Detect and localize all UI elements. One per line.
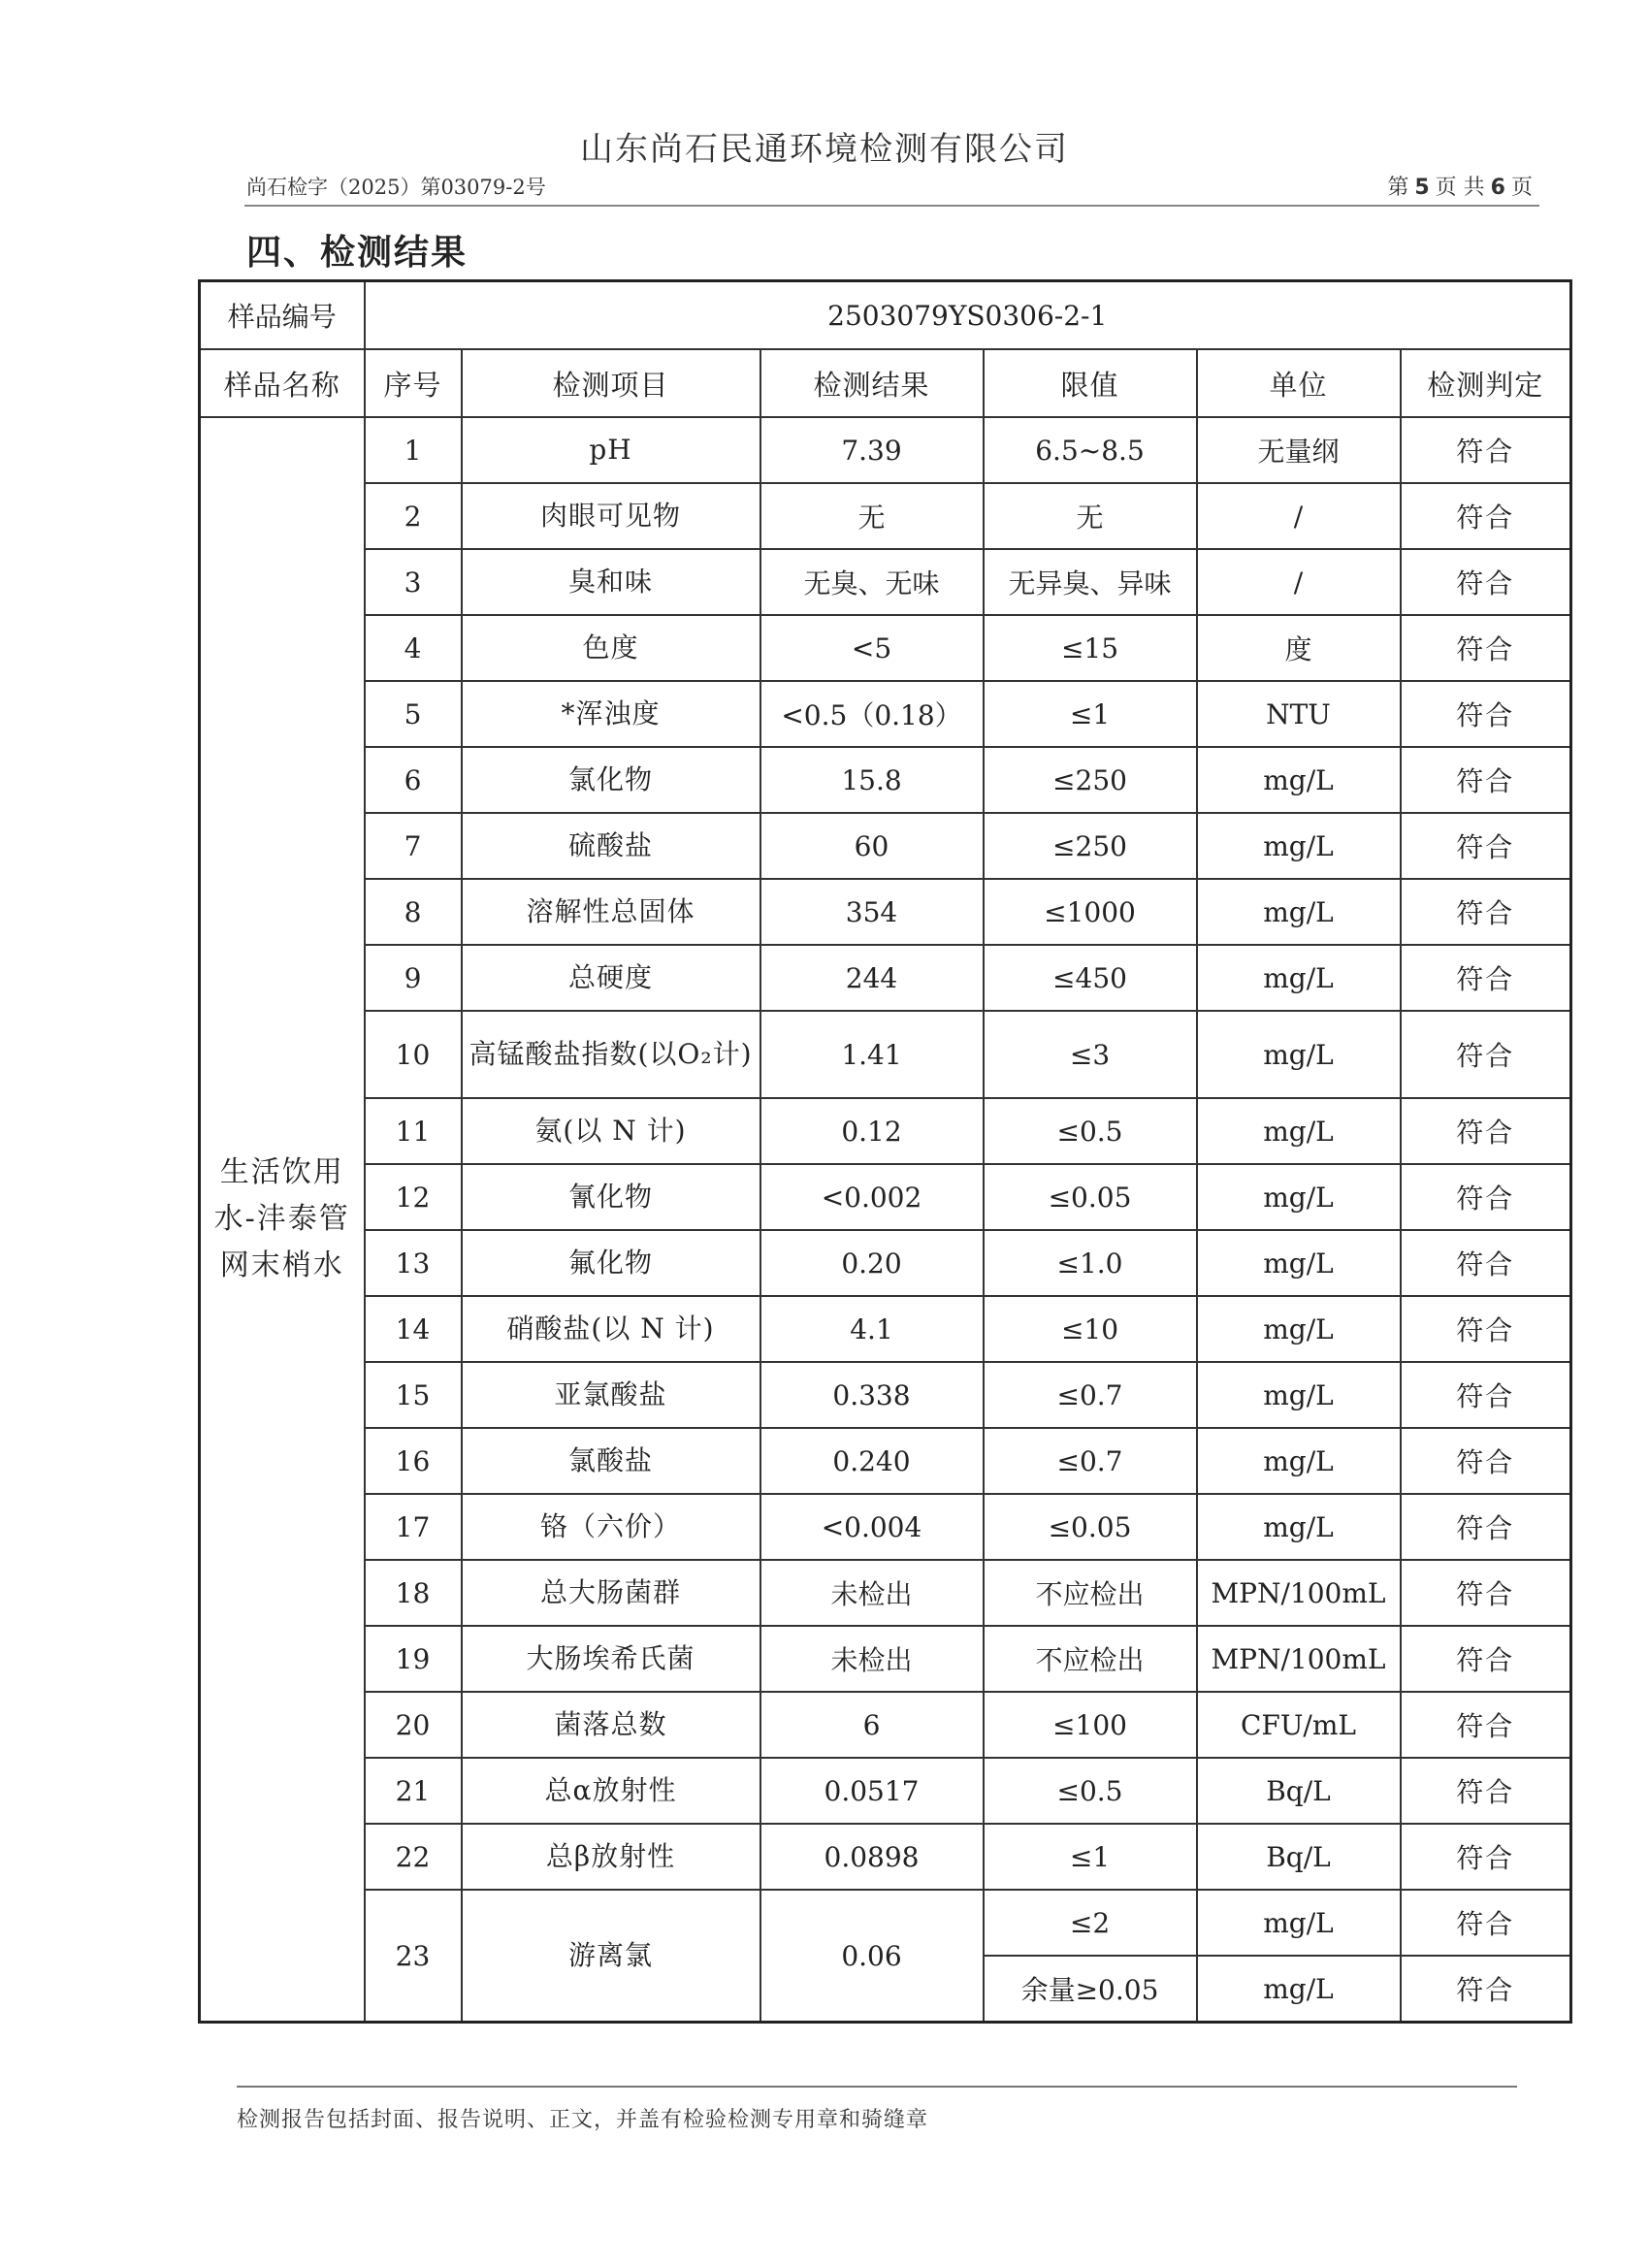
- unit: mg/L: [1197, 945, 1401, 1011]
- row-number: 23: [365, 1890, 462, 2023]
- unit: mg/L: [1197, 1296, 1401, 1362]
- table-row: [200, 1011, 1571, 1098]
- verdict: 符合: [1401, 1296, 1571, 1362]
- table-row: [200, 1296, 1571, 1362]
- unit: mg/L: [1197, 1011, 1401, 1098]
- limit-value: 不应检出: [984, 1626, 1197, 1692]
- table-header-row: [200, 349, 1571, 417]
- table-row: [200, 1362, 1571, 1428]
- row-number: 20: [365, 1692, 462, 1758]
- test-result: 0.12: [760, 1098, 984, 1164]
- limit-value: ≤0.7: [984, 1428, 1197, 1494]
- test-result: <0.002: [760, 1164, 984, 1230]
- table-row: [200, 1230, 1571, 1296]
- page-total: 6: [1490, 176, 1505, 200]
- test-item: pH: [462, 417, 760, 483]
- unit: 度: [1197, 615, 1401, 681]
- verdict: 符合: [1401, 747, 1571, 813]
- page-suffix: 页: [1510, 176, 1533, 200]
- section-title: 四、检测结果: [246, 233, 469, 273]
- unit: /: [1197, 483, 1401, 549]
- test-item: 硝酸盐(以 N 计): [462, 1296, 760, 1362]
- test-item: 溶解性总固体: [462, 879, 760, 945]
- verdict: 符合: [1401, 1494, 1571, 1560]
- unit: mg/L: [1197, 1428, 1401, 1494]
- unit: /: [1197, 549, 1401, 615]
- limit-value: 不应检出: [984, 1560, 1197, 1626]
- table-row: [200, 1890, 1571, 1956]
- table-row: [200, 1164, 1571, 1230]
- limit-value: ≤0.7: [984, 1362, 1197, 1428]
- test-result: 0.0898: [760, 1824, 984, 1890]
- test-item: 硫酸盐: [462, 813, 760, 879]
- row-number: 15: [365, 1362, 462, 1428]
- test-result: 无: [760, 483, 984, 549]
- row-number: 2: [365, 483, 462, 549]
- page-indicator: [1387, 171, 1533, 201]
- table-row: [200, 747, 1571, 813]
- limit-value: ≤1.0: [984, 1230, 1197, 1296]
- row-number: 22: [365, 1824, 462, 1890]
- test-item: 臭和味: [462, 549, 760, 615]
- test-result: 15.8: [760, 747, 984, 813]
- verdict: 符合: [1401, 1362, 1571, 1428]
- test-item: 总大肠菌群: [462, 1560, 760, 1626]
- verdict: 符合: [1401, 1692, 1571, 1758]
- sample-number-value: 2503079YS0306-2-1: [365, 281, 1571, 350]
- footer-note: 检测报告包括封面、报告说明、正文，并盖有检验检测专用章和骑缝章: [237, 2108, 929, 2132]
- row-number: 4: [365, 615, 462, 681]
- unit: mg/L: [1197, 1890, 1401, 1956]
- test-item: *浑浊度: [462, 681, 760, 747]
- test-result: <0.5（0.18）: [760, 681, 984, 747]
- test-item: 色度: [462, 615, 760, 681]
- limit-value: ≤1: [984, 681, 1197, 747]
- row-number: 5: [365, 681, 462, 747]
- sample-number-row: [200, 281, 1571, 350]
- row-number: 7: [365, 813, 462, 879]
- table-row: [200, 417, 1571, 483]
- company-name: 山东尚石民通环境检测有限公司: [580, 130, 1069, 169]
- row-number: 13: [365, 1230, 462, 1296]
- limit-value: 6.5~8.5: [984, 417, 1197, 483]
- verdict: 符合: [1401, 1011, 1571, 1098]
- table-row: [200, 681, 1571, 747]
- unit: mg/L: [1197, 1230, 1401, 1296]
- limit-value: ≤10: [984, 1296, 1197, 1362]
- test-result: 244: [760, 945, 984, 1011]
- row-number: 14: [365, 1296, 462, 1362]
- unit: mg/L: [1197, 1494, 1401, 1560]
- column-header: 检测项目: [462, 349, 760, 417]
- unit: CFU/mL: [1197, 1692, 1401, 1758]
- unit: MPN/100mL: [1197, 1560, 1401, 1626]
- table-row: [200, 1560, 1571, 1626]
- test-item: 氟化物: [462, 1230, 760, 1296]
- test-result: 354: [760, 879, 984, 945]
- test-result: <5: [760, 615, 984, 681]
- test-item: 氰化物: [462, 1164, 760, 1230]
- test-result: 0.06: [760, 1890, 984, 2023]
- limit-value: 无异臭、异味: [984, 549, 1197, 615]
- table-row: [200, 945, 1571, 1011]
- verdict: 符合: [1401, 1428, 1571, 1494]
- page-current: 5: [1414, 176, 1430, 200]
- limit-value: ≤450: [984, 945, 1197, 1011]
- verdict: 符合: [1401, 549, 1571, 615]
- row-number: 18: [365, 1560, 462, 1626]
- test-item: 总α放射性: [462, 1758, 760, 1824]
- sample-name-cell: 生活饮用水-沣泰管网末梢水: [200, 417, 365, 2023]
- row-number: 1: [365, 417, 462, 483]
- test-item: 肉眼可见物: [462, 483, 760, 549]
- limit-value: ≤1000: [984, 879, 1197, 945]
- unit: mg/L: [1197, 1098, 1401, 1164]
- row-number: 10: [365, 1011, 462, 1098]
- verdict: 符合: [1401, 1230, 1571, 1296]
- table-row: [200, 1758, 1571, 1824]
- verdict: 符合: [1401, 1824, 1571, 1890]
- test-result: 0.240: [760, 1428, 984, 1494]
- row-number: 8: [365, 879, 462, 945]
- verdict: 符合: [1401, 945, 1571, 1011]
- test-item: 菌落总数: [462, 1692, 760, 1758]
- test-item: 总β放射性: [462, 1824, 760, 1890]
- test-item: 氯酸盐: [462, 1428, 760, 1494]
- test-item: 游离氯: [462, 1890, 760, 2023]
- row-number: 3: [365, 549, 462, 615]
- verdict: 符合: [1401, 417, 1571, 483]
- row-number: 17: [365, 1494, 462, 1560]
- results-table: [198, 279, 1572, 2024]
- column-header: 单位: [1197, 349, 1401, 417]
- verdict: 符合: [1401, 1164, 1571, 1230]
- limit-value: 无: [984, 483, 1197, 549]
- verdict: 符合: [1401, 615, 1571, 681]
- verdict: 符合: [1401, 1626, 1571, 1692]
- unit: NTU: [1197, 681, 1401, 747]
- limit-value: 余量≥0.05: [984, 1956, 1197, 2023]
- test-result: 6: [760, 1692, 984, 1758]
- unit: mg/L: [1197, 813, 1401, 879]
- limit-value: ≤250: [984, 813, 1197, 879]
- row-number: 16: [365, 1428, 462, 1494]
- table-row: [200, 813, 1571, 879]
- column-header: 样品名称: [200, 349, 365, 417]
- limit-value: ≤0.5: [984, 1098, 1197, 1164]
- row-number: 12: [365, 1164, 462, 1230]
- footer-divider: [237, 2086, 1517, 2088]
- verdict: 符合: [1401, 1560, 1571, 1626]
- test-result: 60: [760, 813, 984, 879]
- verdict: 符合: [1401, 879, 1571, 945]
- unit: MPN/100mL: [1197, 1626, 1401, 1692]
- test-item: 铬（六价）: [462, 1494, 760, 1560]
- test-result: 未检出: [760, 1626, 984, 1692]
- test-result: 无臭、无味: [760, 549, 984, 615]
- test-item: 高锰酸盐指数(以O₂计): [462, 1011, 760, 1098]
- table-row: [200, 615, 1571, 681]
- unit: Bq/L: [1197, 1824, 1401, 1890]
- unit: mg/L: [1197, 747, 1401, 813]
- table-row: [200, 1494, 1571, 1560]
- unit: mg/L: [1197, 879, 1401, 945]
- unit: Bq/L: [1197, 1758, 1401, 1824]
- limit-value: ≤250: [984, 747, 1197, 813]
- limit-value: ≤100: [984, 1692, 1197, 1758]
- table-row: [200, 1824, 1571, 1890]
- page-prefix: 第: [1387, 176, 1409, 200]
- header-divider: [244, 205, 1539, 207]
- test-result: 0.0517: [760, 1758, 984, 1824]
- test-result: 0.338: [760, 1362, 984, 1428]
- report-number: 尚石检字（2025）第03079-2号: [246, 176, 546, 199]
- column-header: 检测判定: [1401, 349, 1571, 417]
- limit-value: ≤0.05: [984, 1164, 1197, 1230]
- sample-number-label: 样品编号: [200, 281, 365, 350]
- table-row: [200, 483, 1571, 549]
- column-header: 限值: [984, 349, 1197, 417]
- test-item: 总硬度: [462, 945, 760, 1011]
- test-result: 4.1: [760, 1296, 984, 1362]
- row-number: 21: [365, 1758, 462, 1824]
- unit: mg/L: [1197, 1164, 1401, 1230]
- unit: mg/L: [1197, 1362, 1401, 1428]
- unit: 无量纲: [1197, 417, 1401, 483]
- test-item: 氨(以 N 计): [462, 1098, 760, 1164]
- limit-value: ≤0.05: [984, 1494, 1197, 1560]
- table-row: [200, 1428, 1571, 1494]
- page-mid: 页 共: [1435, 176, 1485, 200]
- test-item: 大肠埃希氏菌: [462, 1626, 760, 1692]
- row-number: 6: [365, 747, 462, 813]
- verdict: 符合: [1401, 1890, 1571, 1956]
- table-row: [200, 1626, 1571, 1692]
- test-item: 亚氯酸盐: [462, 1362, 760, 1428]
- limit-value: ≤1: [984, 1824, 1197, 1890]
- verdict: 符合: [1401, 813, 1571, 879]
- row-number: 19: [365, 1626, 462, 1692]
- test-result: 0.20: [760, 1230, 984, 1296]
- table-row: [200, 549, 1571, 615]
- column-header: 检测结果: [760, 349, 984, 417]
- test-result: <0.004: [760, 1494, 984, 1560]
- limit-value: ≤3: [984, 1011, 1197, 1098]
- test-item: 氯化物: [462, 747, 760, 813]
- limit-value: ≤15: [984, 615, 1197, 681]
- row-number: 9: [365, 945, 462, 1011]
- verdict: 符合: [1401, 1098, 1571, 1164]
- verdict: 符合: [1401, 1956, 1571, 2023]
- table-row: [200, 1692, 1571, 1758]
- limit-value: ≤2: [984, 1890, 1197, 1956]
- table-row: [200, 1098, 1571, 1164]
- test-result: 未检出: [760, 1560, 984, 1626]
- unit: mg/L: [1197, 1956, 1401, 2023]
- verdict: 符合: [1401, 483, 1571, 549]
- verdict: 符合: [1401, 681, 1571, 747]
- table-row: [200, 879, 1571, 945]
- test-result: 7.39: [760, 417, 984, 483]
- row-number: 11: [365, 1098, 462, 1164]
- limit-value: ≤0.5: [984, 1758, 1197, 1824]
- verdict: 符合: [1401, 1758, 1571, 1824]
- column-header: 序号: [365, 349, 462, 417]
- test-result: 1.41: [760, 1011, 984, 1098]
